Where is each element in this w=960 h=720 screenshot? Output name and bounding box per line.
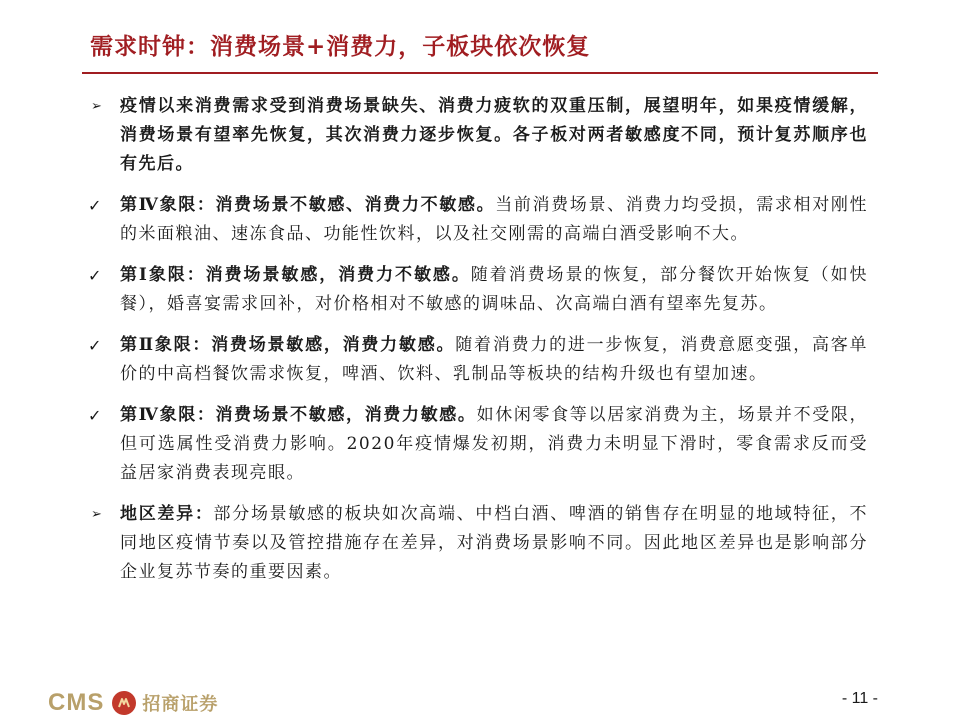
checkmark-icon: ✓ [88,406,102,425]
bullet-body: 随着消费力的进一步恢复，消费意愿变强，高客单价的中高档餐饮需求恢复，啤酒、饮料、乳制品等板块的结构升级也有望加速。 [120,335,869,384]
logo-text-cn: 招商证券 [142,694,219,715]
arrow-bullet-icon: ➢ [91,99,102,114]
checkmark-icon: ✓ [88,266,102,285]
bullet-text [120,191,868,249]
bullet-lead: 第Ⅱ象限：消费场景敏感，消费力敏感。 [120,335,456,355]
bullet-item-regional [88,500,868,587]
bullet-item-quadrant-2 [88,331,868,389]
bullet-body: 随着消费场景的恢复，部分餐饮开始恢复（如快餐），婚喜宴需求回补，对价格相对不敏感的调味品、次高端白酒有望率先复苏。 [120,265,869,314]
page-title: 需求时钟：消费场景+消费力，子板块依次恢复 [90,33,591,60]
bullet-text [120,401,868,488]
emblem-mark-icon [116,695,132,711]
bullet-body: 如休闲零食等以居家消费为主，场景并不受限，但可选属性受消费力影响。2020年疫情爆发初期，消费力未明显下滑时，零食需求反而受益居家消费表现亮眼。 [120,405,869,483]
bullet-lead: 地区差异： [120,504,214,524]
bullet-item-quadrant-1 [88,261,868,319]
checkmark-icon: ✓ [88,196,102,215]
bullet-body: 疫情以来消费需求受到消费场景缺失、消费力疲软的双重压制，展望明年，如果疫情缓解，消费场景有望率先恢复，其次消费力逐步恢复。各子板对两者敏感度不同，预计复苏顺序也有先后。 [120,96,868,174]
arrow-bullet-icon: ➢ [91,507,102,522]
bullet-lead: 第Ⅳ象限：消费场景不敏感，消费力敏感。 [120,405,477,425]
bullet-body: 部分场景敏感的板块如次高端、中档白酒、啤酒的销售存在明显的地域特征，不同地区疫情节奏以及管控措施存在差异，对消费场景影响不同。因此地区差异也是影响部分企业复苏节奏的重要因素。 [120,504,869,582]
title-divider [82,72,878,74]
logo-text-en: CMS [48,689,105,716]
bullet-item-quadrant-4b [88,401,868,488]
bullet-body: 当前消费场景、消费力均受损，需求相对刚性的米面粮油、速冻食品、功能性饮料，以及社交刚需的高端白酒受影响不大。 [120,195,868,244]
bullet-list [88,92,868,599]
bullet-item-overview [88,92,868,179]
page-number: - 11 - [841,690,878,707]
bullet-text [120,500,868,587]
logo-emblem-icon [112,691,136,715]
bullet-text [120,261,868,319]
company-logo [48,690,218,716]
bullet-text [120,331,868,389]
bullet-item-quadrant-4a [88,191,868,249]
bullet-lead: 第Ⅳ象限：消费场景不敏感、消费力不敏感。 [120,195,496,215]
checkmark-icon: ✓ [88,336,102,355]
bullet-text [120,92,868,179]
bullet-lead: 第Ⅰ象限：消费场景敏感，消费力不敏感。 [120,265,471,285]
